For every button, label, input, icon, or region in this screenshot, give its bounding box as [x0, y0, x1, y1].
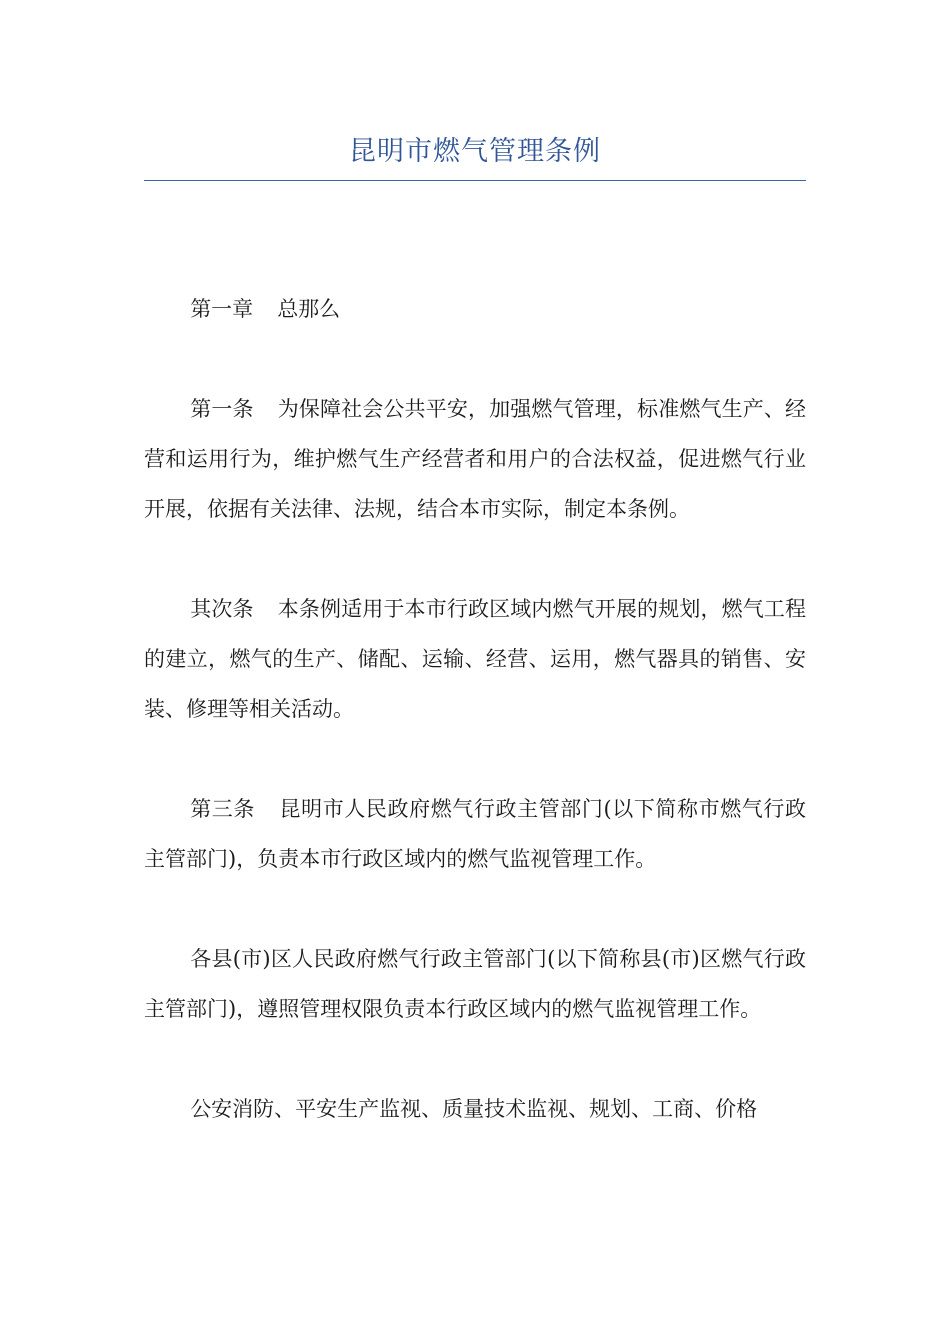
- article-1: [144, 384, 806, 534]
- chapter-heading: [144, 284, 806, 334]
- document-title: 昆明市燃气管理条例: [349, 136, 601, 167]
- document-body: [144, 284, 806, 1134]
- article-2: [144, 584, 806, 734]
- article-text: 昆明市人民政府燃气行政主管部门(以下简称市燃气行政主管部门)，负责本市行政区域内的燃气监视管理工作。: [144, 797, 806, 871]
- paragraph: 公安消防、平安生产监视、质量技术监视、规划、工商、价格: [190, 1097, 758, 1121]
- chapter-number: 第一章: [190, 297, 254, 321]
- article-label: 第三条: [190, 797, 255, 821]
- paragraph: 各县(市)区人民政府燃气行政主管部门(以下简称县(市)区燃气行政主管部门)，遵照管理权限负责本行政区域内的燃气监视管理工作。: [144, 947, 806, 1021]
- article-3: [144, 784, 806, 884]
- title-underline: [144, 180, 806, 181]
- article-text: 为保障社会公共平安，加强燃气管理，标准燃气生产、经营和运用行为，维护燃气生产经营者和用户的合法权益，促进燃气行业开展，依据有关法律、法规，结合本市实际，制定本条例。: [144, 397, 807, 521]
- chapter-name: 总那么: [277, 297, 341, 321]
- article-label: 其次条: [190, 597, 254, 621]
- article-label: 第一条: [190, 397, 254, 421]
- article-text: 本条例适用于本市行政区域内燃气开展的规划，燃气工程的建立，燃气的生产、储配、运输、经营、运用，燃气器具的销售、安装、修理等相关活动。: [144, 597, 807, 721]
